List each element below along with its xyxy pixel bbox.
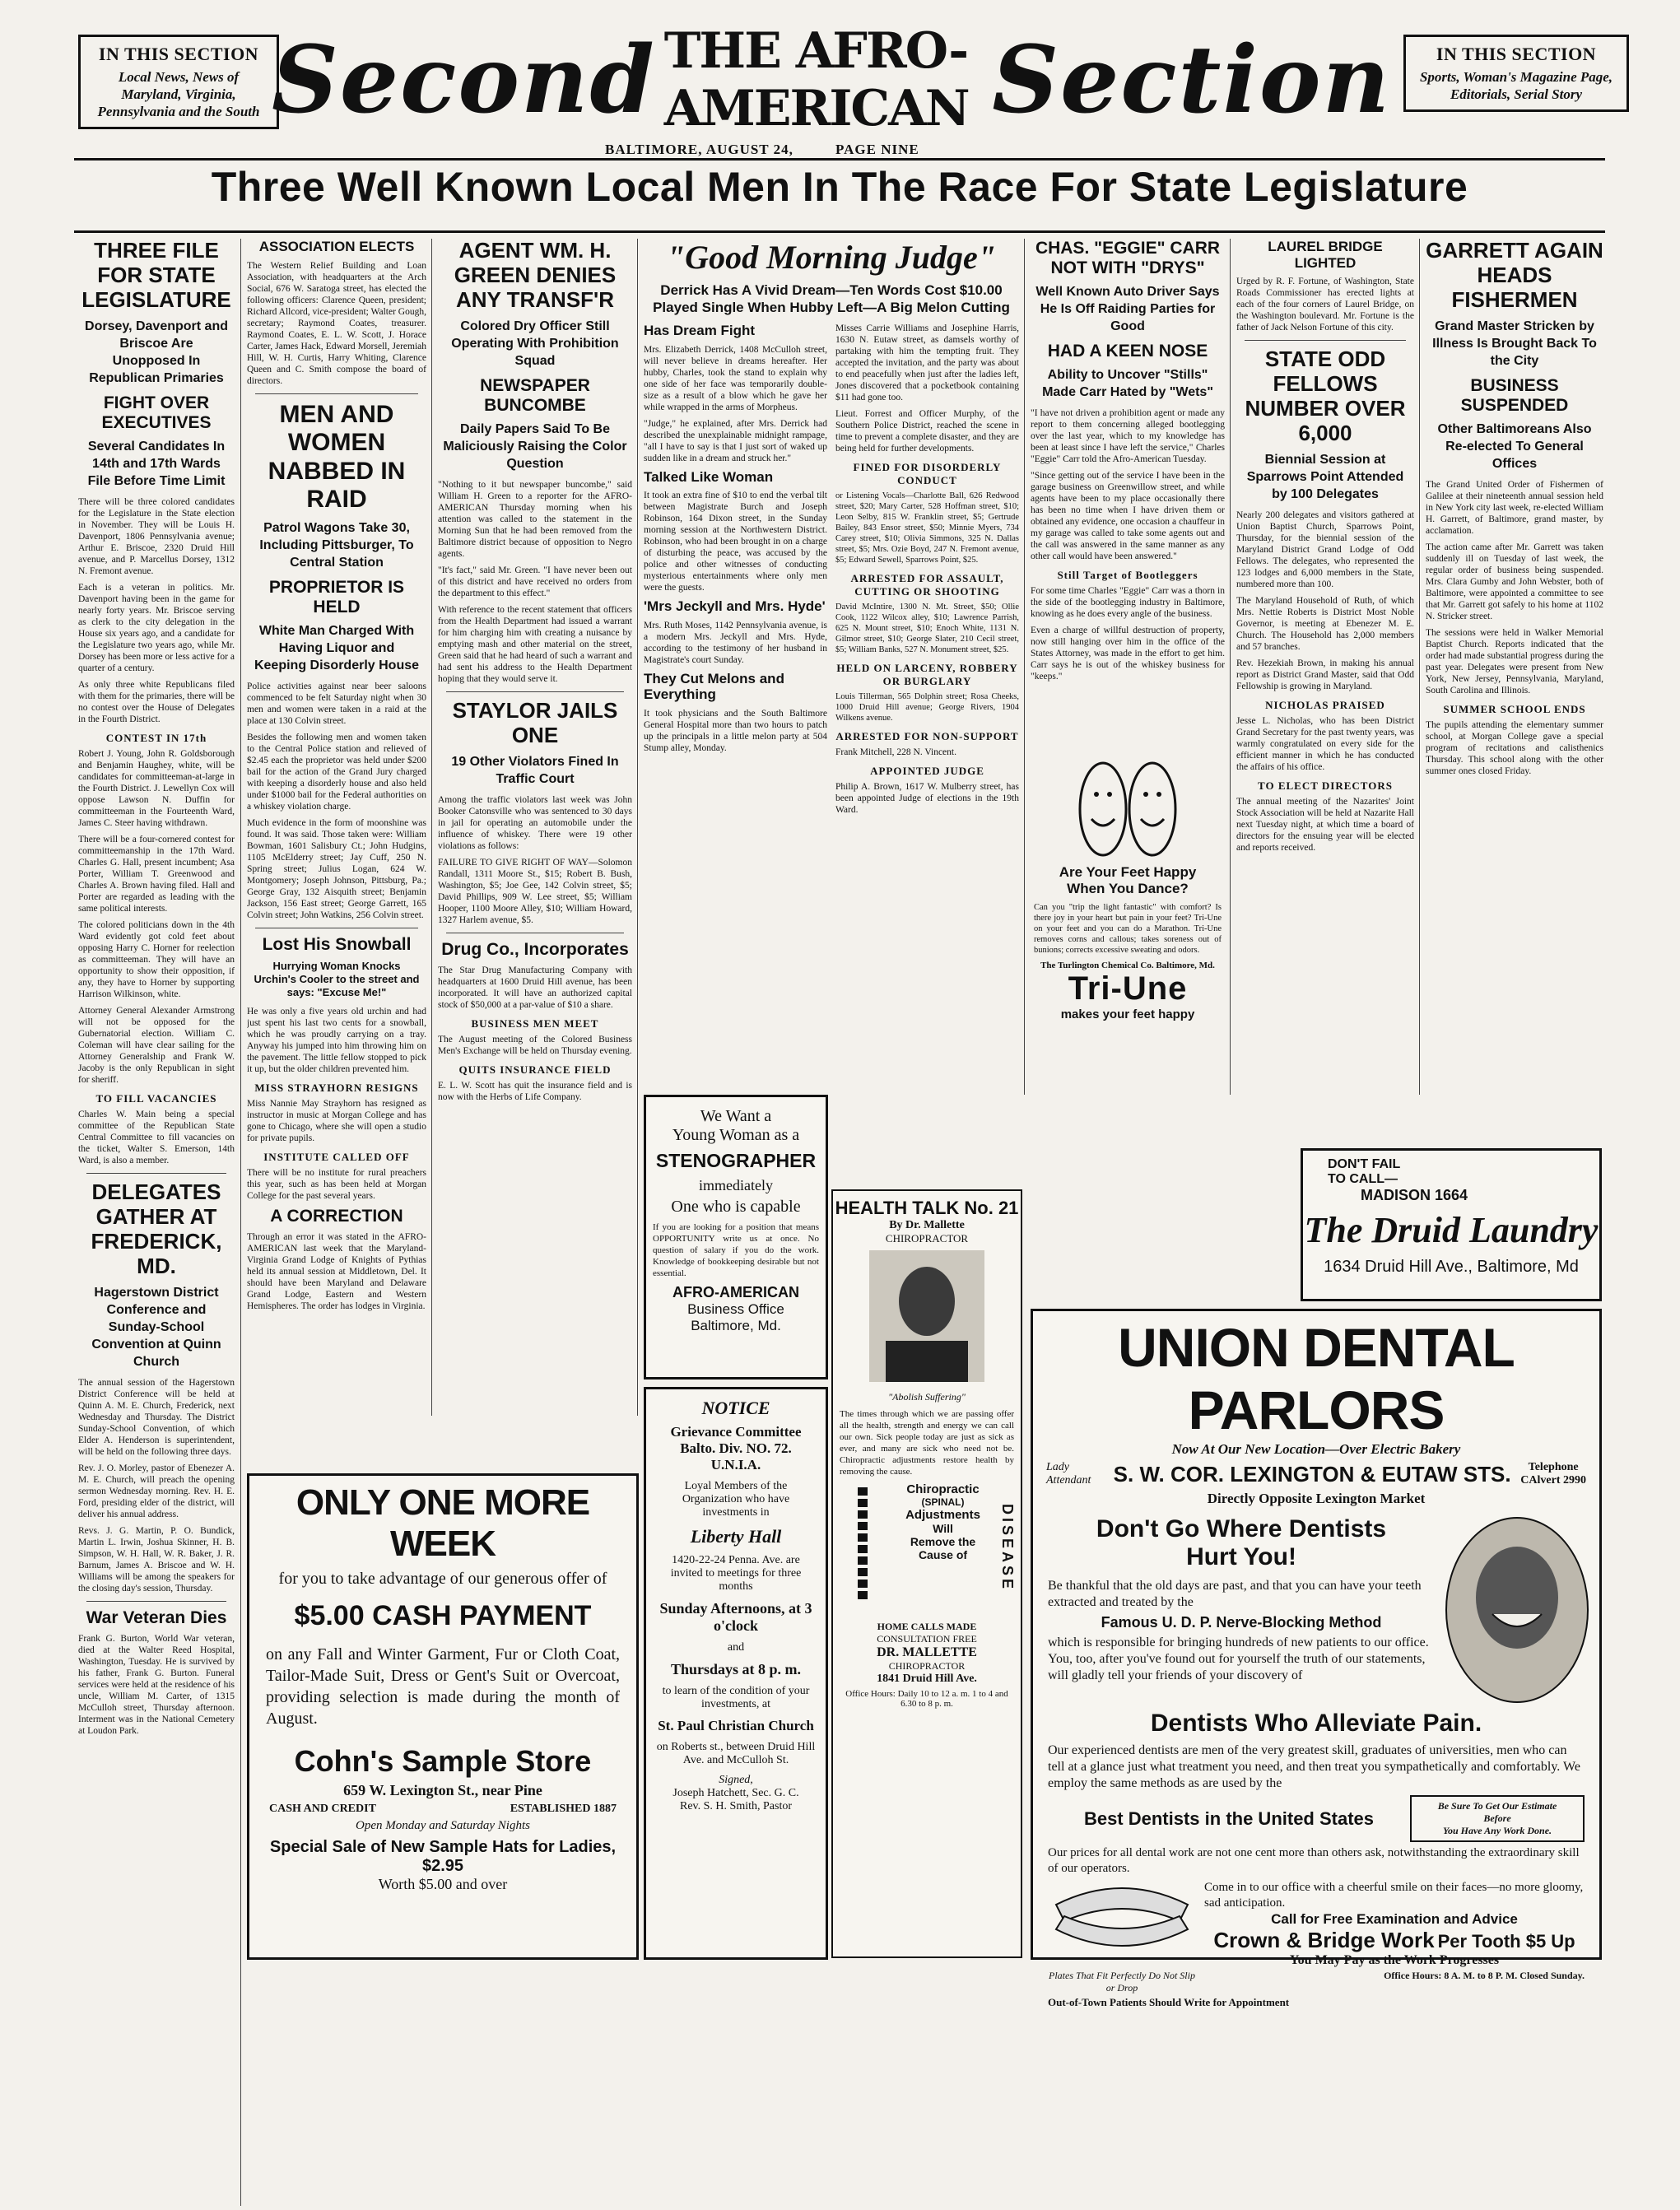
ad-text: Can you "trip the light fantastic" with comfort? Is there joy in your heart but pain in your feet? Tri-Une on your feet and you can do a Marathon. Tri-Une removes corns and callous; takes soreness out of bunions; corrects excessive sweating and odors. (1034, 903, 1222, 955)
ad-line: Lady Attendant (1046, 1461, 1091, 1487)
paragraph: Urged by R. F. Fortune, of Washington, State Roads Commissioner has erected lights at each of the four corners of Laurel Bridge, on the Washington boulevard. Mr. Fortune is the father of Jack Nelson Fortune of this city. (1236, 277, 1414, 333)
deck: Well Known Auto Driver Says He Is Off Raiding Parties for Good (1035, 285, 1220, 334)
paragraph: The Grand United Order of Fishermen of Galilee at their nineteenth annual session held in New York city last week, re-elected William H. Garrett, of Baltimore, grand master, by acclamation. (1426, 479, 1603, 536)
smiling-woman-portrait-icon (1443, 1515, 1591, 1705)
paragraph: FAILURE TO GIVE RIGHT OF WAY—Solomon Randall, 1311 Moore St., $15; Robert B. Bush, Washington, $5; Joe Gee, 142 Colvin street, $5; David Phillips, 909 W. Lee street, $5; William Hooper, 1100 Moore Alley, $10; William Howard, 1327 Harlem avenue, $5. (438, 857, 632, 925)
subhead: MISS STRAYHORN RESIGNS (254, 1081, 419, 1094)
subhead: TO ELECT DIRECTORS (1258, 779, 1393, 792)
paragraph: "I have not driven a prohibition agent or made any report to them concerning alleged bootlegging over the last year, which to my knowledge has been at least since I have left the service," Charles "Eggie" Carr told the Afro-American Tuesday. (1031, 408, 1225, 465)
paragraph: Mrs. Elizabeth Derrick, 1408 McCulloh street, will never believe in dreams hereafter. Her hubby, Charles, took the stand to explain why one side of her face was temporarily double-size as a result of a blow which he gave her while wrapped in the arms of Morpheus. (644, 344, 827, 412)
paragraph: Frank Mitchell, 228 N. Vincent. (835, 747, 956, 757)
masthead-rule (74, 158, 1605, 161)
paragraph: As only three white Republicans filed with them for the primaries, there will be no contest over the House of Delegates in the Fourth District. (78, 679, 235, 724)
ad-line: 1841 Druid Hill Ave. (877, 1673, 977, 1685)
headline: "Good Morning Judge" (666, 239, 997, 276)
ad-text: Come in to our office with a cheerful smile on their faces—no more gloomy, sad anticipation. (1204, 1881, 1584, 1910)
column-rule (1230, 239, 1231, 1095)
ad-line: Joseph Hatchett, Sec. G. C. (672, 1787, 799, 1799)
ad-line: CASH AND CREDIT (269, 1803, 376, 1815)
subhead: FINED FOR DISORDERLY CONDUCT (853, 461, 1002, 486)
paragraph: Nearly 200 delegates and visitors gathered at Union Baptist Church, Sparrows Point, Thursday, for the biennial session of the Maryland District Grand Lodge of Odd Fellows. The delegates, who represented the 123 lodges and 6,000 members in the State, numbered more than 100. (1236, 509, 1414, 589)
ad-line: and (727, 1641, 745, 1654)
ad-line: Now At Our New Location—Over Electric Bakery (1171, 1441, 1461, 1457)
ad-line: We Want a (700, 1107, 772, 1125)
paragraph: There will be three colored candidates for the Legislature in the State election in November. They will be Louis H. Davenport, 1806 Pennsylvania avenue; Arthur E. Briscoe, 2320 Druid Hill avenue, and P. Marcellus Dorsey, 1312 N. Fremont avenue. (78, 496, 235, 576)
ad-line: Thursdays at 8 p. m. (670, 1661, 802, 1677)
paragraph: Misses Carrie Williams and Josephine Harris, 1630 N. Eutaw street, as damsels worthy of partaking with him the tempting fruit. They accepted the invitation, and the party was about to end peacefully when just after the ladies left, Jones discovered that a pocketbook containing $11 had gone too. (835, 323, 1019, 402)
column-3 (438, 239, 632, 1416)
headline: HAD A KEEN NOSE (1047, 342, 1208, 361)
druid-laundry-ad (1301, 1148, 1602, 1301)
ad-line: Call for Free Examination and Advice (1271, 1911, 1518, 1927)
ad-line: Business Office (687, 1301, 784, 1317)
divider (86, 1173, 226, 1174)
ad-line: Best Dentists in the United States (1083, 1808, 1375, 1829)
dental-address: S. W. COR. LEXINGTON & EUTAW STS. (1113, 1461, 1511, 1487)
paragraph: There will be a four-cornered contest for committeemanship in the 17th Ward. Charles G. Hall, present incumbent; Asa Porter, William T. Greenwood and Charles A. Brown having filed. Hall and Porter are regarded as leading with the same political interests. (78, 834, 235, 914)
notice-ad (644, 1387, 828, 1960)
paragraph: The annual session of the Hagerstown District Conference will be held at Quinn A. M. E. Church, Frederick, next Wednesday and Thursday. The District Sunday-School Convention, of which Elder A. Henderson is superintendent, will be held on the following three days. (78, 1377, 235, 1457)
ad-line: Cause of (918, 1548, 968, 1561)
ad-line: Be Sure To Get Our Estimate (1437, 1800, 1557, 1812)
ad-line: Special Sale of New Sample Hats for Ladies, $2.95 (269, 1838, 617, 1875)
paragraph: Philip A. Brown, 1617 W. Mulberry street, has been appointed Judge of elections in the 19th Ward. (835, 782, 1019, 815)
ad-line: CHIROPRACTOR (888, 1660, 966, 1672)
banner-headline: Three Well Known Local Men In The Race For State Legislature (211, 164, 1468, 210)
divider (86, 1601, 226, 1602)
spine-icon (838, 1482, 887, 1614)
phone-number: MADISON 1664 (1361, 1187, 1468, 1203)
ad-line: DR. MALLETTE (877, 1645, 977, 1659)
headline: LAUREL BRIDGE LIGHTED (1268, 239, 1383, 271)
ad-line: Liberty Hall (690, 1526, 782, 1547)
paragraph: "Nothing to it but newspaper buncombe," said William H. Green to a reporter for the AFRO-AMERICAN Thursday morning when his attention was called to the statement in the Morning Sun that he had been removed from the Baltimore district because of opposition to Negro agents. (438, 479, 632, 559)
ad-line: for you to take advantage of our generous offer of (278, 1570, 607, 1588)
deck: Ability to Uncover "Stills" Made Carr Hated by "Wets" (1042, 368, 1213, 400)
paragraph: Frank G. Burton, World War veteran, died at the Walter Reed Hospital, Washington, Tuesday. He is survived by his father, Frank G. Burton. Funeral services were held at the residence of his uncle, William M. Carter, of 1315 McCulloh street, Thursday afternoon. Interment was in the National Cemetery at Loudon Park. (78, 1633, 235, 1736)
ad-text: Be thankful that the old days are past, and that you can have your teeth extracted and treated by the (1048, 1579, 1422, 1609)
headline: PROPRIETOR IS HELD (268, 577, 405, 616)
right-index-box (1403, 35, 1629, 112)
ad-line: Office Hours: Daily 10 to 12 a. m. 1 to 4 and 6.30 to 8 p. m. (845, 1689, 1008, 1709)
store-name: Cohn's Sample Store (294, 1744, 592, 1778)
masthead-paper-name: THE AFRO-AMERICAN (663, 22, 969, 137)
dental-phone: CAlvert 2990 (1520, 1474, 1586, 1487)
tri-une-brand: Tri-Une (1068, 970, 1188, 1007)
headline: GARRETT AGAIN HEADS FISHERMEN (1426, 239, 1603, 312)
paragraph: Attorney General Alexander Armstrong will not be opposed for the Gubernatorial election. William C. Coleman will have clear sailing for the Attorney Generalship and Frank W. Jacoby is the only Republican in sight for sheriff. (78, 1005, 235, 1085)
paragraph: "Judge," he explained, after Mrs. Derrick had described the unexplainable midnight rampage, "all I have to say is that I just sort of waked up sudden like in a dream and struck her." (644, 418, 827, 463)
left-box-heading: IN THIS SECTION (98, 44, 259, 64)
subhead: ARRESTED FOR ASSAULT, CUTTING OR SHOOTING (850, 572, 1004, 598)
deck: Dorsey, Davenport and Briscoe Are Unopposed In Republican Primaries (85, 319, 228, 385)
masthead-second: Second (272, 26, 656, 134)
paragraph: Revs. J. G. Martin, P. O. Bundick, Martin L. Irwin, Joshua Skinner, H. B. Simpson, W. H. Hall, W. R. Baker, J. R. Barnum, James A. Briscoe and W. H. Williams will be among the speakers for the closing day's session, Thursday. (78, 1525, 235, 1594)
subhead: Talked Like Woman (644, 468, 774, 485)
headline: STAYLOR JAILS ONE (452, 697, 618, 747)
ad-line: AFRO-AMERICAN (672, 1284, 799, 1300)
headline: MEN AND WOMEN NABBED IN RAID (268, 400, 406, 514)
ad-headline: ONLY ONE MORE WEEK (296, 1482, 590, 1564)
ad-line: U.N.I.A. (710, 1457, 761, 1473)
dateline: BALTIMORE, AUGUST 24, (605, 142, 793, 157)
ad-question: Are Your Feet Happy (1059, 864, 1197, 880)
paragraph: Louis Tillerman, 565 Dolphin street; Rosa Cheeks, 1000 Druid Hill avenue; George Rivers, 1904 Wilkens avenue. (835, 692, 1019, 723)
happy-feet-icon (1031, 753, 1225, 860)
ad-line: Out-of-Town Patients Should Write for Appointment (1048, 1996, 1290, 2008)
divider (446, 691, 624, 692)
ad-line: Chiropractic (906, 1482, 980, 1496)
subhead: CONTEST IN 17th (105, 731, 207, 744)
ad-line: Directly Opposite Lexington Market (1207, 1491, 1426, 1506)
subhead: NICHOLAS PRAISED (1265, 698, 1385, 711)
dental-title: UNION DENTAL PARLORS (1118, 1317, 1515, 1440)
page-number: PAGE NINE (835, 142, 919, 157)
laundry-name: The Druid Laundry (1304, 1210, 1599, 1250)
divider (1245, 340, 1406, 341)
subhead: ARRESTED FOR NON-SUPPORT (835, 730, 1019, 742)
ad-text: The times through which we are passing offer all the health, strength and energy we can call our own. Sick people today are just as sick as ever, and many are sick who need not be. Chiropractic adjustments restore health by removing the cause. (840, 1409, 1014, 1477)
ad-headline: Don't Go Where Dentists (1096, 1515, 1387, 1542)
deck: Grand Master Stricken by Illness Is Brought Back To the City (1432, 319, 1597, 368)
paragraph: Through an error it was stated in the AFRO-AMERICAN last week that the Maryland-Virginia Grand Lodge of Knights of Pythias held its annual session at Middletown, Del. It should have been Maryland and Delaware Grand Lodge, Eastern and Western Hemispheres. The order has lodges in Virginia. (247, 1232, 426, 1312)
ad-line: on Roberts st., between Druid Hill Ave. and McCulloh St. (656, 1741, 816, 1766)
paragraph: The sessions were held in Walker Memorial Baptist Church. Reports indicated that the order had made substantial progress during the past year. Delegates were present from New York, New Jersey, Pennsylvania, Maryland, South Carolina and Illinois. (1426, 627, 1603, 696)
ad-line: (SPINAL) (921, 1496, 965, 1508)
column-rule (431, 239, 432, 1416)
ad-company: The Turlington Chemical Co. Baltimore, Md. (1040, 961, 1215, 970)
ad-line: Telephone (1528, 1461, 1579, 1473)
ad-line: Balto. Div. NO. 72. (680, 1440, 792, 1456)
headline: NEWSPAPER BUNCOMBE (480, 375, 590, 415)
headline: STATE ODD FELLOWS NUMBER OVER 6,000 (1245, 347, 1406, 445)
ad-line: Worth $5.00 and over (378, 1876, 508, 1892)
cash-payment: $5.00 CASH PAYMENT (294, 1600, 592, 1631)
paragraph: There will be no institute for rural preachers this year, such as has been held at Morgan College for the past several years. (247, 1167, 426, 1201)
deck: Patrol Wagons Take 30, Including Pittsburger, To Central Station (259, 520, 414, 570)
masthead-section: Section (992, 26, 1391, 134)
paragraph: Rev. Hezekiah Brown, in making his annual report as District Grand Master, said that Odd Fellowship is growing in Maryland. (1236, 658, 1414, 691)
ad-line: Plates That Fit Perfectly Do Not Slip or Drop (1049, 1970, 1195, 1994)
headline: War Veteran Dies (86, 1607, 227, 1627)
headline: Drug Co., Incorporates (441, 939, 629, 959)
store-address: 659 W. Lexington St., near Pine (343, 1782, 542, 1798)
good-morning-judge-story (644, 239, 1019, 1091)
ad-text: Our prices for all dental work are not one cent more than others ask, notwithstanding the extraordinary skill of our operators. (1048, 1846, 1580, 1875)
divider (255, 393, 418, 394)
subhead: TO FILL VACANCIES (95, 1091, 217, 1105)
paragraph: The August meeting of the Colored Business Men's Exchange will be held on Thursday evening. (438, 1034, 632, 1056)
paragraph: Robert J. Young, John R. Goldsborough and Benjamin Haughey, white, will be candidates for committeeman-at-large in the Fourth District. J. Lewellyn Cox will oppose Lawson N. Duffin for committeeman in the Fourteenth Ward, James C. Steer having withdrawn. (78, 748, 235, 828)
union-dental-parlors-ad (1031, 1309, 1602, 2008)
paragraph: With reference to the recent statement that officers from the Health Department had issued a warrant for him charging him with creating a nuisance by emptying mash and other material on the street, Green said that he had heard of such a warrant and had sent his address to the Health Department hoping that they would serve it. (438, 604, 632, 684)
ad-line: Young Woman as a (672, 1126, 800, 1144)
paragraph: It took physicians and the South Baltimore General Hospital more than two hours to patch up the principals in a little melon party at 504 Stump alley, Monday. (644, 708, 827, 753)
ad-line: Open Monday and Saturday Nights (356, 1819, 530, 1832)
tri-une-ad (1031, 753, 1225, 1091)
headline: Lost His Snowball (262, 934, 412, 954)
paragraph: The Maryland Household of Ruth, of which Mrs. Nettie Roberts is District Most Noble Governor, is meeting at Ebenezer M. E. Church. The Household has 2,000 members and 57 branches. (1236, 595, 1414, 652)
paragraph: The action came after Mr. Garrett was taken suddenly ill on Tuesday of last week, the regular order of business being suspended. Mrs. Clara Gumby and John Webster, both of Baltimore, were appointed a committee to see that Mr. Garrett got safely to his home at 1102 N. Stricker street. (1426, 542, 1603, 621)
ad-line: Crown & Bridge Work (1213, 1928, 1435, 1952)
paragraph: E. L. W. Scott has quit the insurance field and is now with the Herbs of Life Company. (438, 1080, 632, 1102)
ad-line: Baltimore, Md. (691, 1318, 781, 1333)
headline: AGENT WM. H. GREEN DENIES ANY TRANSF'R (454, 239, 617, 312)
paragraph: Police activities against near beer saloons commenced to be felt Saturday night when 30 men and women were taken in a raid at the place at 130 Colvin street. (247, 681, 426, 726)
subhead: 'Mrs Jeckyll and Mrs. Hyde' (644, 598, 826, 615)
headline: CHAS. "EGGIE" CARR NOT WITH "DRYS" (1035, 239, 1221, 278)
column-rule (1419, 239, 1420, 1095)
paragraph: The colored politicians down in the 4th Ward evidently got cold feet about opposing Harry C. Horner for reelection as committeeman. They will have an opportunity to show their opposition, if any, they have to Horner by supporting Harrison Wilkinson, white. (78, 919, 235, 999)
ad-line: HOME CALLS MADE (877, 1621, 977, 1632)
paragraph: "It's fact," said Mr. Green. "I have never been out of this district and have received no orders from the department to this effect." (438, 565, 632, 598)
column-1 (78, 239, 235, 2206)
ad-headline: Hurt You! (1186, 1543, 1296, 1570)
ad-line: Office Hours: 8 A. M. to 8 P. M. Closed Sunday. (1384, 1970, 1585, 1981)
paragraph: "Since getting out of the service I have been in the garage business on Greenwillow street, and while agents have been to my place occasionally there has been no time when I have driven them or obtained any evidence, one occasion a chauffeur in my garage was called to take some agents out and the call was answered in the same manner as any other call would have been answered." (1031, 471, 1225, 562)
deck: Several Candidates In 14th and 17th Wards File Before Time Limit (87, 439, 226, 488)
ad-line: Grievance Committee (670, 1424, 802, 1440)
ad-line: Rev. S. H. Smith, Pastor (680, 1800, 792, 1812)
ad-text: If you are looking for a position that means OPPORTUNITY write us at once. No question of salary if you do the work. Knowledge of bookkeeping desirable but not essential. (653, 1222, 819, 1278)
paragraph: It took an extra fine of $10 to end the verbal tilt between Magistrate Burch and Joseph Robinson, 164 Dixon street, in the Sunday morning session at the Northwestern District. Robinson, who had been brought in on a charge of disturbing the peace, was accused by the police and other witnesses of conducting mysterious entertainments where only men were the guests. (644, 491, 827, 593)
subhead: BUSINESS MEN MEET (471, 1017, 599, 1030)
column-rule (1024, 239, 1025, 1095)
paragraph: or Listening Vocals—Charlotte Ball, 626 Redwood street, $20; Mary Carter, 528 Hoffman street, $10; Leon Selby, 815 W. Franklin street, $5; Gertrude Bailey, 843 Ensor street, $50; Minnie Myers, 734 Carey street, $10; Olivia Simmons, 325 N. Dallas street, $5; Mrs. Ozie Boyd, 247 N. Fremont avenue, $5; Edward Sewell, Sparrows Point, $25. (835, 491, 1019, 565)
deck: Hagerstown District Conference and Sunday-School Convention at Quinn Church (91, 1285, 221, 1369)
ad-line: DON'T FAIL (1328, 1157, 1401, 1171)
paragraph: Lieut. Forrest and Officer Murphy, of the Southern Police District, reached the scene in time to prevent a complete disaster, and they are being held for further developments. (835, 409, 1019, 454)
dentures-icon (1048, 1880, 1196, 1954)
left-index-box (78, 35, 279, 129)
paragraph: Much evidence in the form of moonshine was found. It was said. Those taken were: William Bowman, 1601 Salisbury Ct.; John Hudgins, 1105 McElderry street; Jay Cuff, 250 N. Spring street; Julius Logan, 624 W. Montgomery; Joseph Johnson, Pittsburg, Pa.; George Gray, 132 Aisquith street; Benjamin Jackson, 156 East street; George Garrett, 165 Colvin street; John Watkins, 256 Colvin street. (247, 817, 426, 920)
ad-line: CONSULTATION FREE (877, 1633, 977, 1645)
paragraph: He was only a five years old urchin and had just spent his last two cents for a snowball, which he was proudly carrying on a tray. Anyway his jumped into him throwing him on the pavement. The little fellow stopped to pick it up, but the older children prevented him. (247, 1006, 426, 1074)
ad-text: Our experienced dentists are men of the very greatest skill, graduates of universities, men who can tell at a glance just what treatment you need, and then treat you sympathetically and comfortably. We employ the same methods as are used by the (1048, 1743, 1580, 1790)
ad-line: Per Tooth $5 Up (1437, 1931, 1575, 1952)
ad-role: CHIROPRACTOR (885, 1232, 969, 1245)
laundry-address: 1634 Druid Hill Ave., Baltimore, Md (1324, 1258, 1579, 1276)
ad-line: One who is capable (671, 1198, 801, 1216)
ad-line: Famous U. D. P. Nerve-Blocking Method (1101, 1614, 1382, 1631)
ad-caption: "Abolish Suffering" (888, 1391, 966, 1403)
column-2 (247, 239, 426, 1416)
ad-line: Will (933, 1522, 953, 1535)
ad-line: Adjustments (905, 1508, 980, 1522)
ad-headline: Dentists Who Alleviate Pain. (1150, 1710, 1482, 1737)
column-6 (1031, 239, 1225, 749)
cohns-sample-store-ad (247, 1473, 639, 1960)
subhead: Has Dream Fight (644, 323, 756, 338)
subhead: Still Target of Bootleggers (1057, 569, 1198, 582)
paragraph: The Star Drug Manufacturing Company with headquarters at 1600 Druid Hill avenue, has been incorporated. It will have an authorized capital stock of $50,000 at a par-value of $10 a share. (438, 965, 632, 1010)
subhead: INSTITUTE CALLED OFF (263, 1150, 410, 1163)
masthead (272, 18, 1391, 142)
paragraph: For some time Charles "Eggie" Carr was a thorn in the side of the bootlegging industry in Baltimore, knowing as he does every angle of the business. (1031, 586, 1225, 620)
paragraph: Each is a veteran in politics. Mr. Davenport having been in the game for nearly forty years. Mr. Briscoe serving as clerk to the city delegation in the House six years ago, and a candidate for the Legislature two years ago, while Mr. Dorsey has been more or less active for a quarter of a century. (78, 582, 235, 673)
ad-line: to learn of the condition of your investments, at (662, 1685, 810, 1710)
subhead: QUITS INSURANCE FIELD (458, 1063, 612, 1076)
ad-text: which is responsible for bringing hundreds of new patients to our office. You, too, after you've found out for yourself the truth of our statements, will gladly tell your friends of your discovery of (1048, 1635, 1429, 1682)
doctor-portrait-icon (869, 1250, 984, 1382)
deck: Other Baltimoreans Also Re-elected To General Offices (1437, 421, 1592, 471)
ad-line: St. Paul Christian Church (658, 1718, 814, 1733)
headline: FIGHT OVER EXECUTIVES (101, 393, 212, 432)
column-rule (637, 239, 638, 1416)
paragraph: Mrs. Ruth Moses, 1142 Pennsylvania avenue, is a modern Mrs. Jeckyll and Mrs. Hyde, according to the testimony of her husband in Magistrate's court Sunday. (644, 620, 827, 665)
headline: BUSINESS SUSPENDED (1460, 375, 1569, 415)
paragraph: Among the traffic violators last week was John Booker Catonsville who was sentenced to 30 days in jail for operating an automobile under the influence of whiskey. There were 19 other violations as follows: (438, 794, 632, 851)
ad-line: Loyal Members of the Organization who have investments in (682, 1480, 790, 1519)
left-box-text: Local News, News of Maryland, Virginia, Pennsylvania and the South (97, 69, 260, 119)
disease-vertical-text: DISEASE (999, 1504, 1016, 1593)
headline: A CORRECTION (270, 1206, 403, 1226)
headline: ASSOCIATION ELECTS (258, 239, 415, 254)
deck: White Man Charged With Having Liquor and Keeping Disorderly House (254, 623, 420, 672)
ad-line: Sunday Afternoons, at 3 o'clock (659, 1600, 812, 1634)
paragraph: Miss Nannie May Strayhorn has resigned as instructor in music at Morgan College and has gone to Chicago, where she will open a studio for private pupils. (247, 1098, 426, 1143)
paragraph: David McIntire, 1300 N. Mt. Street, $50; Ollie Cook, 1122 Wilcox alley, $10; Lawrence Parrish, 625 N. Mount street, $10; Enoch White, 1131 N. Gilmor street, $10; George Slater, 210 Cecil street, $5; William Banks, 527 N. Monument street, $25. (835, 603, 1019, 654)
ad-line: Before (1483, 1812, 1511, 1824)
ad-line: Remove the (910, 1535, 976, 1548)
column-7 (1236, 239, 1414, 1062)
health-talk-ad (831, 1189, 1022, 1958)
ad-byline: By Dr. Mallette (889, 1219, 965, 1231)
paragraph: The pupils attending the elementary summer school, at Morgan College gave a special program of recitations and calisthenics Thursday. This school along with the other summer ones closed Friday. (1426, 719, 1603, 776)
paragraph: The annual meeting of the Nazarites' Joint Stock Association will be held at Nazarite Hall next Tuesday night, at which time a board of directors for the ensuing year will be elected and reports received. (1236, 796, 1414, 853)
deck: Daily Papers Said To Be Maliciously Raising the Color Question (443, 421, 627, 471)
paragraph: Even a charge of willful destruction of property, now still hanging over him in the office of the States Attorney, was made in the effort to get him. Carr says he is out of the whiskey business for "keeps." (1031, 626, 1225, 682)
story-right-column (835, 323, 1019, 821)
paragraph: The Western Relief Building and Loan Association, with headquarters at the Arch Social, 676 W. Saratoga street, has elected the following officers: Clarence Queen, president; Richard Allcord, vice-president; Walter Gough, secretary; Raymond Coates, treasurer. Raymond Coates, E. L. W. Scott, J. Horace Carter, James Hack, Edward Morsell, Jeremiah Hill, W. H. Curtis, Harry Whiting, Clarence Queen and C. Smith compose the board of directors. (247, 260, 426, 386)
column-8 (1426, 239, 1603, 1062)
headline: THREE FILE FOR STATE LEGISLATURE (81, 239, 231, 312)
deck: 19 Other Violators Fined In Traffic Court (451, 754, 619, 786)
ad-line: immediately (699, 1177, 773, 1193)
paragraph: Charles W. Main being a special committee of the Republican State Central Committee to fill vacancies on the ticket, Walter S. Emerson, 14th Ward, is also a member. (78, 1109, 235, 1165)
paragraph: Jesse L. Nicholas, who has been District Grand Secretary for the past twenty years, was warmly congratulated on every side for the efficient manner in which he has conducted the affairs of his office. (1236, 715, 1414, 772)
deck: Colored Dry Officer Still Operating With Prohibition Squad (451, 319, 619, 368)
paragraph: Besides the following men and women taken to the Central Police station and relieved of $2.45 each the proprietor was held under $200 bail for the action of the Grand Jury charged with keeping a disorderly house and also held under $1000 bail for the Federal authorities on a whiskey violation charge. (247, 732, 426, 812)
ad-question: When You Dance? (1067, 881, 1189, 896)
deck: Derrick Has A Vivid Dream—Ten Words Cost $10.00 Played Single When Hubby Left—A Big Melon Cutting (653, 282, 1010, 315)
notice-title: NOTICE (701, 1398, 770, 1418)
ad-line: TO CALL— (1328, 1172, 1398, 1186)
deck: Biennial Session at Sparrows Point Attended by 100 Delegates (1246, 452, 1404, 501)
deck: Hurrying Woman Knocks Urchin's Cooler to the street and says: "Excuse Me!" (254, 959, 420, 998)
ad-line: You Have Any Work Done. (1442, 1825, 1552, 1836)
ad-line: You May Pay as the Work Progresses (1289, 1953, 1500, 1967)
ad-text: on any Fall and Winter Garment, Fur or Cloth Coat, Tailor-Made Suit, Dress or Gent's Suit or Overcoat, providing selection is made during the month of August. (266, 1645, 620, 1728)
column-rule (240, 239, 241, 2206)
health-talk-title: HEALTH TALK No. 21 (835, 1198, 1019, 1218)
headline: DELEGATES GATHER AT FREDERICK, MD. (91, 1179, 222, 1278)
ad-line: Signed, (719, 1774, 753, 1786)
tri-une-tagline: makes your feet happy (1060, 1007, 1195, 1021)
subhead: HELD ON LARCENY, ROBBERY OR BURGLARY (836, 662, 1018, 687)
stenographer-headline: STENOGRAPHER (655, 1150, 817, 1171)
subhead: SUMMER SCHOOL ENDS (1443, 702, 1586, 715)
stenographer-ad (644, 1095, 828, 1380)
banner-rule (74, 230, 1605, 233)
subhead: APPOINTED JUDGE (870, 765, 984, 777)
right-box-text: Sports, Woman's Magazine Page, Editorials, Serial Story (1419, 69, 1613, 102)
ad-line: 1420-22-24 Penna. Ave. are invited to meetings for three months (670, 1554, 802, 1593)
right-box-heading: IN THIS SECTION (1436, 44, 1597, 64)
paragraph: Rev. J. O. Morley, pastor of Ebenezer A. M. E. Church, will preach the opening sermon Wednesday morning. Rev. H. E. Ford, presiding elder of the district, will deliver his annual address. (78, 1463, 235, 1519)
story-left-column (644, 323, 827, 821)
ad-line: ESTABLISHED 1887 (510, 1803, 617, 1815)
subhead: They Cut Melons and Everything (644, 670, 784, 703)
